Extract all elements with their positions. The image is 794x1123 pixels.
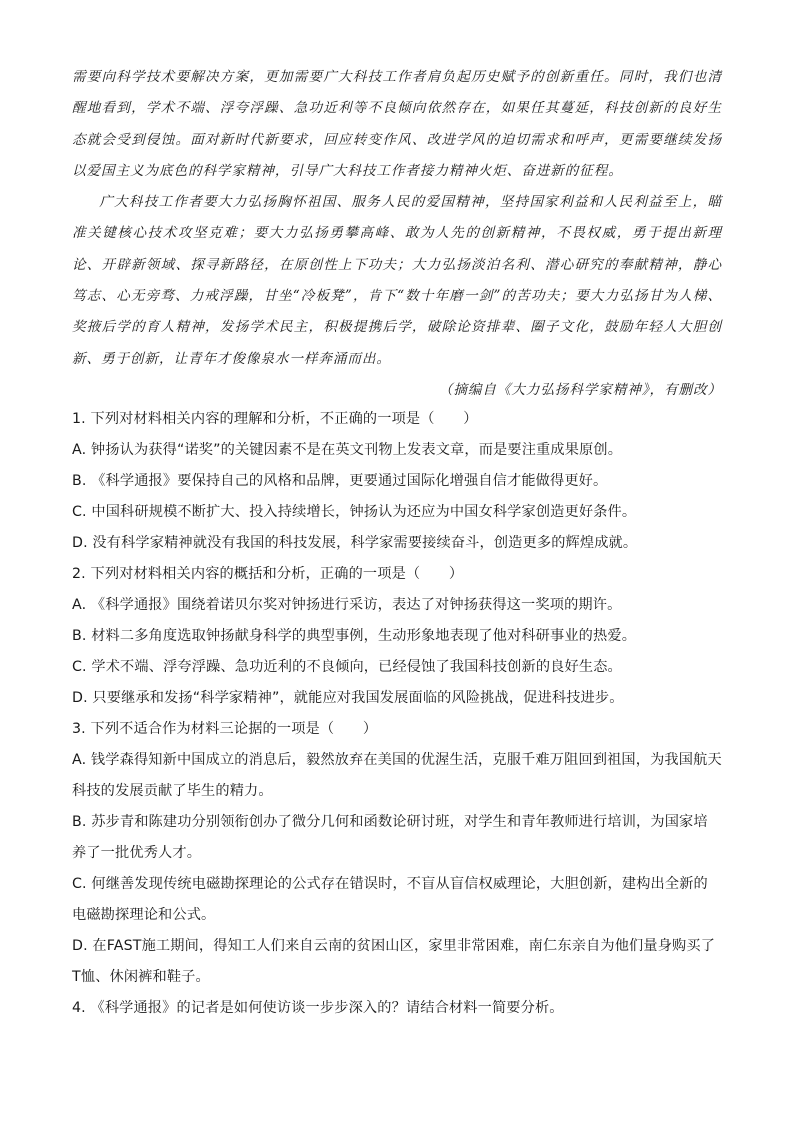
option-d: D. 只要继承和发扬“科学家精神”，就能应对我国发展面临的风险挑战，促进科技进步。	[72, 690, 624, 706]
option-d: D. 没有科学家精神就没有我国的科技发展，科学家需要接续奋斗，创造更多的辉煌成就。	[72, 535, 638, 551]
question-3	[72, 714, 722, 993]
question-stem: 4. 《科学通报》的记者是如何使访谈一步步深入的？请结合材料一简要分析。	[72, 1000, 564, 1016]
passage-paragraph: 广大科技工作者要大力弘扬胸怀祖国、服务人民的爱国精神，坚持国家利益和人民利益至上，瞄准关键核心技术攻坚克难；要大力弘扬勇攀高峰、敢为人先的创新精神，不畏权威，勇于提出新理论、开辟新领域、探寻新路径，在原创性上下功夫；大力弘扬淡泊名利、潜心研究的奉献精神，静心笃志、心无旁骛、力戒浮躁，甘坐“冷板凳”，肯下“数十年磨一剑”的苦功夫；要大力弘扬甘为人梯、奖掖后学的育人精神，发扬学术民主，积极提携后学，破除论资排辈、圈子文化，鼓励年轻人大胆创新、勇于创新，让青年才俊像泉水一样奔涌而出。	[72, 194, 722, 367]
question-stem: 3. 下列不适合作为材料三论据的一项是（ ）	[72, 721, 378, 737]
passage-source: （摘编自《大力弘扬科学家精神》，有删改）	[438, 381, 722, 398]
question-4	[72, 993, 722, 1024]
question-1	[72, 404, 722, 559]
reading-passage	[72, 62, 722, 406]
option-b: B. 材料二多角度选取钟扬献身科学的典型事例，生动形象地表现了他对科研事业的热爱。	[72, 628, 637, 644]
question-stem: 2. 下列对材料相关内容的概括和分析，正确的一项是（ ）	[72, 566, 464, 582]
option-c: C. 中国科研规模不断扩大、投入持续增长，钟扬认为还应为中国女科学家创造更好条件。	[72, 504, 637, 520]
option-c: C. 学术不端、浮夸浮躁、急功近利的不良倾向，已经侵蚀了我国科技创新的良好生态。	[72, 659, 622, 675]
option-b: B. 《科学通报》要保持自己的风格和品牌，更要通过国际化增强自信才能做得更好。	[72, 473, 608, 489]
option-b: B. 苏步青和陈建功分别领衔创办了微分几何和函数论研讨班，对学生和青年教师进行培训，为国家培养了一批优秀人才。	[72, 814, 708, 861]
option-d: D. 在FAST施工期间，得知工人们来自云南的贫困山区，家里非常困难，南仁东亲自为他们量身购买了T恤、休闲裤和鞋子。	[72, 938, 716, 985]
question-2	[72, 559, 722, 714]
question-stem: 1. 下列对材料相关内容的理解和分析，不正确的一项是（ ）	[72, 411, 478, 427]
option-a: A. 钱学森得知新中国成立的消息后，毅然放弃在美国的优渥生活，克服千难万阻回到祖国，为我国航天科技的发展贡献了毕生的精力。	[72, 752, 722, 799]
question-list	[72, 404, 722, 1024]
option-c: C. 何继善发现传统电磁勘探理论的公式存在错误时，不盲从盲信权威理论，大胆创新，建构出全新的电磁勘探理论和公式。	[72, 876, 708, 923]
passage-paragraph: 需要向科学技术要解决方案，更加需要广大科技工作者肩负起历史赋予的创新重任。同时，我们也清醒地看到，学术不端、浮夸浮躁、急功近利等不良倾向依然存在，如果任其蔓延，科技创新的良好生态就会受到侵蚀。面对新时代新要求，回应转变作风、改进学风的迫切需求和呼声，更需要继续发扬以爱国主义为底色的科学家精神，引导广大科技工作者接力精神火炬、奋进新的征程。	[72, 69, 722, 179]
option-a: A. 《科学通报》围绕着诺贝尔奖对钟扬进行采访，表达了对钟扬获得这一奖项的期许。	[72, 597, 622, 613]
option-a: A. 钟扬认为获得“诺奖”的关键因素不是在英文刊物上发表文章，而是要注重成果原创。	[72, 442, 623, 458]
